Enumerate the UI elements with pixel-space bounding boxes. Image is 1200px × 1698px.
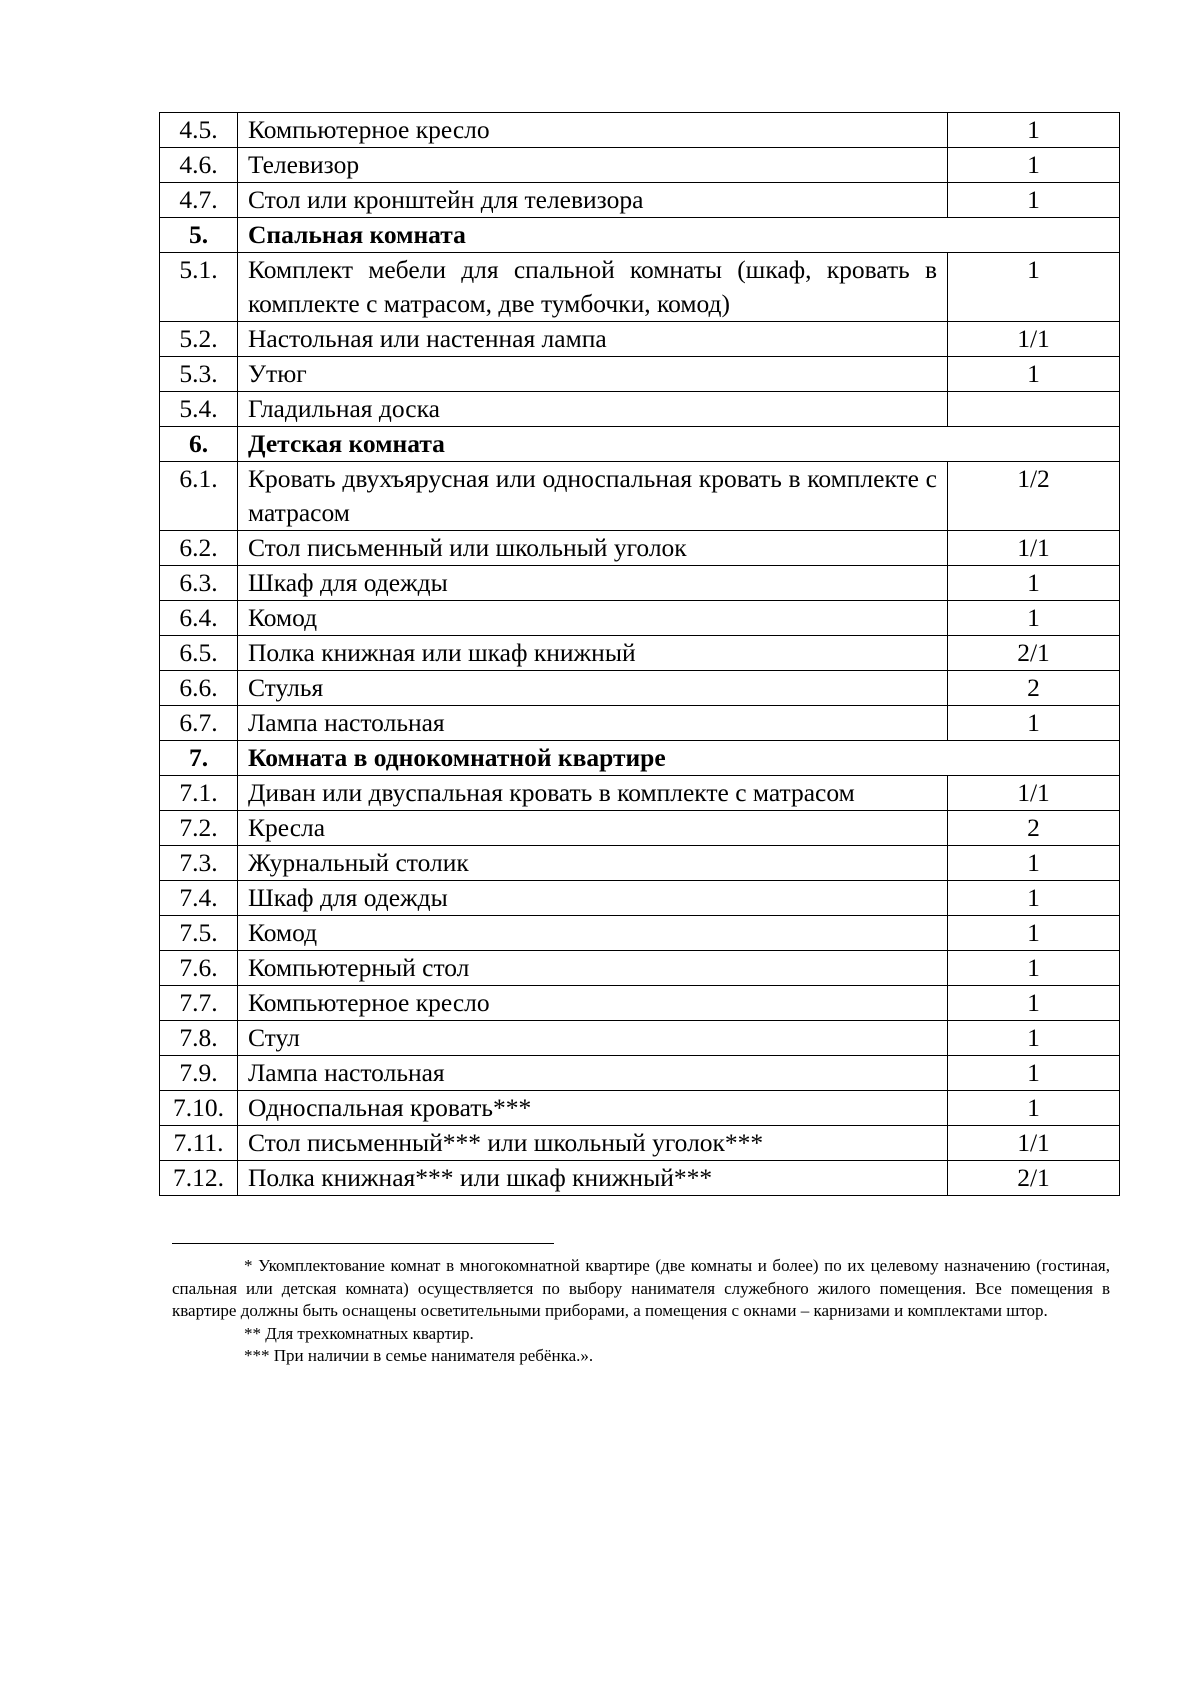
table-row xyxy=(160,392,1120,427)
table-row xyxy=(160,1021,1120,1056)
table-row xyxy=(160,1091,1120,1126)
footnote-3: *** При наличии в семье нанимателя ребёнка.». xyxy=(244,1346,594,1365)
item-quantity: 1 xyxy=(948,951,1120,986)
table-row xyxy=(160,357,1120,392)
item-quantity: 1 xyxy=(948,1021,1120,1056)
item-quantity: 2/1 xyxy=(948,636,1120,671)
row-number: 7. xyxy=(160,741,238,776)
row-number: 7.1. xyxy=(160,776,238,811)
row-number: 7.9. xyxy=(160,1056,238,1091)
table-row xyxy=(160,986,1120,1021)
item-quantity: 2/1 xyxy=(948,1161,1120,1196)
table-row xyxy=(160,951,1120,986)
item-quantity: 1/2 xyxy=(948,462,1120,531)
table-row xyxy=(160,1161,1120,1196)
table-row xyxy=(160,776,1120,811)
row-number: 7.4. xyxy=(160,881,238,916)
item-name: Компьютерное кресло xyxy=(238,113,948,148)
item-name: Стол или кронштейн для телевизора xyxy=(238,183,948,218)
item-name: Лампа настольная xyxy=(238,1056,948,1091)
footnote-separator xyxy=(172,1243,554,1244)
row-number: 6. xyxy=(160,427,238,462)
table-row xyxy=(160,322,1120,357)
table-row xyxy=(160,916,1120,951)
table-row xyxy=(160,462,1120,531)
row-number: 7.2. xyxy=(160,811,238,846)
table-row xyxy=(160,636,1120,671)
item-name: Полка книжная*** или шкаф книжный*** xyxy=(238,1161,948,1196)
section-title: Спальная комната xyxy=(238,218,1120,253)
item-quantity: 1 xyxy=(948,183,1120,218)
footnote-2: ** Для трехкомнатных квартир. xyxy=(244,1323,474,1343)
row-number: 6.5. xyxy=(160,636,238,671)
item-name: Односпальная кровать*** xyxy=(238,1091,948,1126)
item-name: Полка книжная или шкаф книжный xyxy=(238,636,948,671)
row-number: 6.7. xyxy=(160,706,238,741)
table-row xyxy=(160,811,1120,846)
item-quantity: 1 xyxy=(948,986,1120,1021)
item-quantity: 1 xyxy=(948,706,1120,741)
table-row xyxy=(160,1056,1120,1091)
row-number: 7.3. xyxy=(160,846,238,881)
table-row xyxy=(160,706,1120,741)
item-name: Гладильная доска xyxy=(238,392,948,427)
item-quantity: 1 xyxy=(948,566,1120,601)
item-quantity: 1/1 xyxy=(948,1126,1120,1161)
table-row xyxy=(160,531,1120,566)
item-quantity: 1 xyxy=(948,357,1120,392)
item-name: Кресла xyxy=(238,811,948,846)
item-quantity: 1 xyxy=(948,601,1120,636)
item-name: Комод xyxy=(238,601,948,636)
item-quantity: 1 xyxy=(948,881,1120,916)
row-number: 7.5. xyxy=(160,916,238,951)
item-quantity: 2 xyxy=(948,811,1120,846)
item-name: Комод xyxy=(238,916,948,951)
row-number: 5.2. xyxy=(160,322,238,357)
table-row xyxy=(160,253,1120,322)
row-number: 7.8. xyxy=(160,1021,238,1056)
row-number: 4.7. xyxy=(160,183,238,218)
furniture-table xyxy=(159,112,1120,1196)
row-number: 4.6. xyxy=(160,148,238,183)
item-quantity: 1/1 xyxy=(948,531,1120,566)
table-row xyxy=(160,566,1120,601)
item-name: Компьютерный стол xyxy=(238,951,948,986)
item-name: Диван или двуспальная кровать в комплекте с матрасом xyxy=(238,776,948,811)
table-row xyxy=(160,1126,1120,1161)
item-quantity: 1 xyxy=(948,113,1120,148)
item-name: Стол письменный*** или школьный уголок*** xyxy=(238,1126,948,1161)
item-quantity: 1/1 xyxy=(948,322,1120,357)
item-name: Шкаф для одежды xyxy=(238,881,948,916)
item-name: Телевизор xyxy=(238,148,948,183)
row-number: 6.2. xyxy=(160,531,238,566)
item-quantity: 2 xyxy=(948,671,1120,706)
item-quantity: 1 xyxy=(948,253,1120,322)
row-number: 5. xyxy=(160,218,238,253)
item-name: Кровать двухъярусная или односпальная кровать в комплекте с матрасом xyxy=(238,462,948,531)
row-number: 7.6. xyxy=(160,951,238,986)
table-row xyxy=(160,881,1120,916)
item-name: Стулья xyxy=(238,671,948,706)
item-name: Лампа настольная xyxy=(238,706,948,741)
item-quantity: 1 xyxy=(948,1056,1120,1091)
section-title: Комната в однокомнатной квартире xyxy=(238,741,1120,776)
table-body xyxy=(160,113,1120,1196)
item-name: Шкаф для одежды xyxy=(238,566,948,601)
row-number: 6.4. xyxy=(160,601,238,636)
row-number: 7.10. xyxy=(160,1091,238,1126)
table-row xyxy=(160,846,1120,881)
row-number: 5.4. xyxy=(160,392,238,427)
row-number: 7.12. xyxy=(160,1161,238,1196)
item-quantity: 1 xyxy=(948,846,1120,881)
row-number: 7.7. xyxy=(160,986,238,1021)
item-quantity: 1 xyxy=(948,148,1120,183)
table-row xyxy=(160,148,1120,183)
item-name: Утюг xyxy=(238,357,948,392)
table-row xyxy=(160,671,1120,706)
section-row xyxy=(160,741,1120,776)
item-name: Стул xyxy=(238,1021,948,1056)
section-row xyxy=(160,218,1120,253)
item-name: Настольная или настенная лампа xyxy=(238,322,948,357)
section-row xyxy=(160,427,1120,462)
row-number: 7.11. xyxy=(160,1126,238,1161)
row-number: 6.6. xyxy=(160,671,238,706)
item-quantity: 1/1 xyxy=(948,776,1120,811)
item-quantity: 1 xyxy=(948,1091,1120,1126)
item-name: Журнальный столик xyxy=(238,846,948,881)
table-row xyxy=(160,601,1120,636)
table-row xyxy=(160,183,1120,218)
row-number: 6.1. xyxy=(160,462,238,531)
item-name: Компьютерное кресло xyxy=(238,986,948,1021)
item-name: Комплект мебели для спальной комнаты (шкаф, кровать в комплекте с матрасом, две тумбочки, комод) xyxy=(238,253,948,322)
footnotes xyxy=(172,1255,1110,1368)
item-name: Стол письменный или школьный уголок xyxy=(238,531,948,566)
table-row xyxy=(160,113,1120,148)
item-quantity: 1 xyxy=(948,916,1120,951)
row-number: 5.3. xyxy=(160,357,238,392)
footnote-1: * Укомплектование комнат в многокомнатной квартире (две комнаты и более) по их целевому назначению (гостиная, спальная или детская комната) осуществляется по выбору нанимателя служебного жилого помещения. Все помещения в квартире должны быть оснащены осветительными приборами, а помещения с окнами – карнизами и комплектами штор. xyxy=(172,1256,1110,1320)
row-number: 5.1. xyxy=(160,253,238,322)
row-number: 4.5. xyxy=(160,113,238,148)
row-number: 6.3. xyxy=(160,566,238,601)
item-quantity xyxy=(948,392,1120,427)
section-title: Детская комната xyxy=(238,427,1120,462)
